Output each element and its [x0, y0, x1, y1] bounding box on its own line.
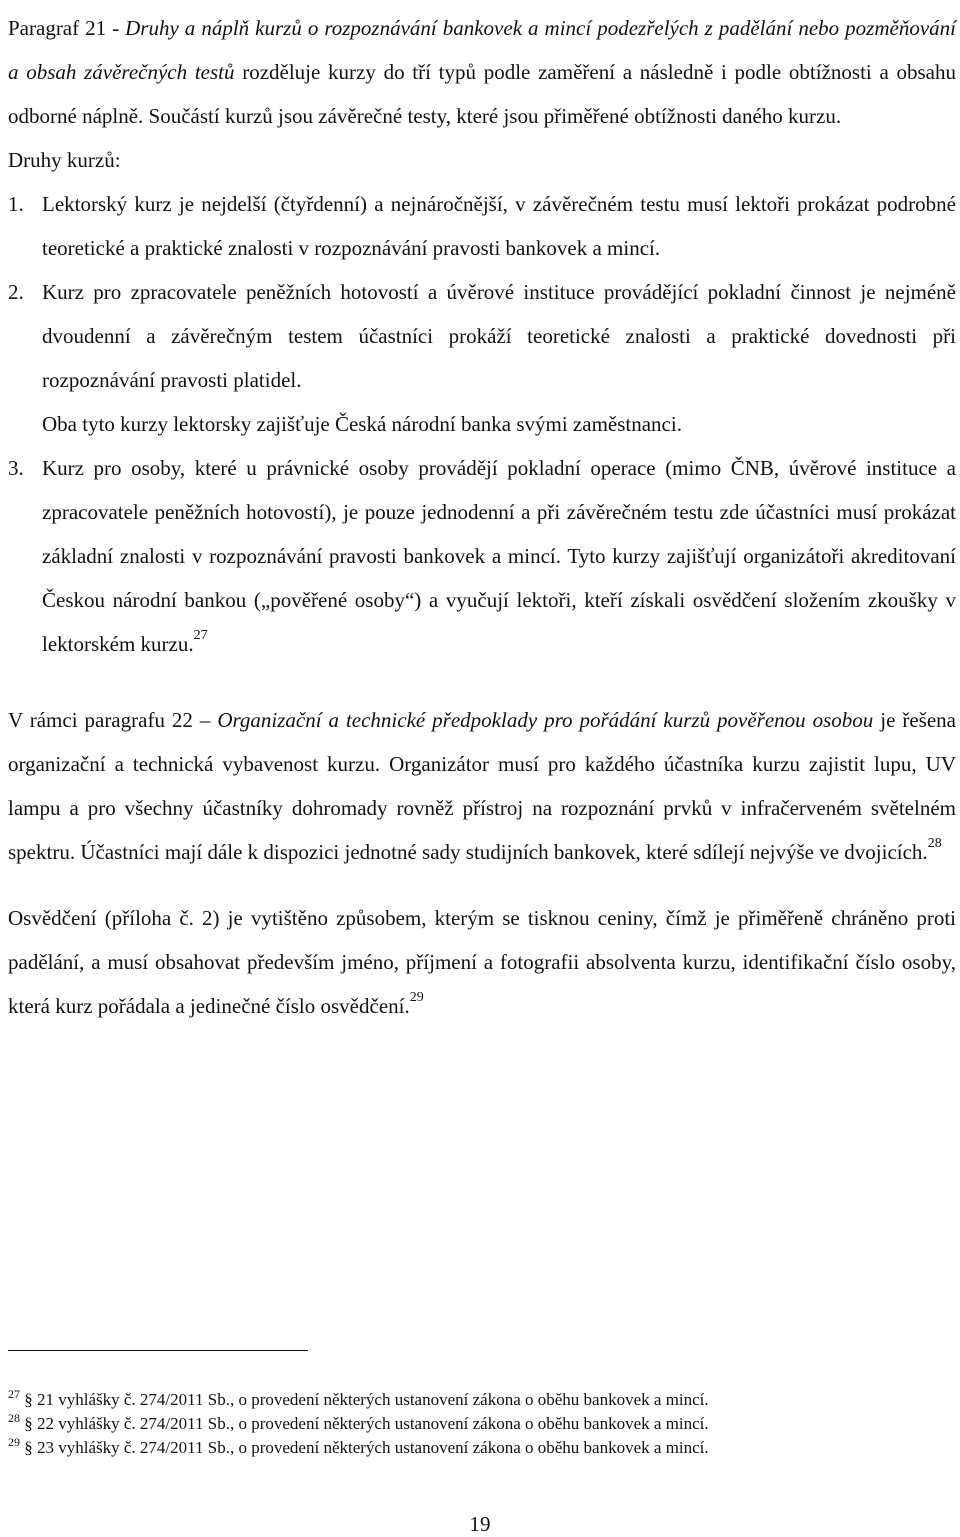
footnote-29 — [8, 1436, 948, 1460]
course-number: 3. — [8, 456, 24, 480]
footnote-text: § 22 vyhlášky č. 274/2011 Sb., o provedení některých ustanovení zákona o oběhu bankovek a mincí. — [24, 1414, 709, 1433]
course-number: 1. — [8, 192, 24, 216]
certificate-text: Osvědčení (příloha č. 2) je vytištěno způsobem, kterým se tisknou ceniny, čímž je přiměřeně chráněno proti padělání, a musí obsahovat především jméno, příjmení a fotografii absolventa kurzu, identifikační číslo osoby, která kurz pořádala a jedinečné číslo osvědčení. — [8, 906, 956, 1018]
course-text: Kurz pro zpracovatele peněžních hotovostí a úvěrové instituce provádějící pokladní činnost je nejméně dvoudenní a závěrečným testem účastníci prokáží teoretické znalosti a praktické dovednosti při rozpoznávání pravosti platidel. — [42, 280, 956, 392]
course-item-1 — [8, 182, 956, 270]
footnote-number: 27 — [8, 1387, 20, 1401]
footnote-ref[interactable]: 27 — [193, 628, 208, 643]
footnote-28 — [8, 1412, 948, 1436]
paragraph-21-title: Druhy a náplň kurzů o rozpoznávání bankovek a mincí podezřelých z padělání nebo pozměňování a obsah závěrečných testů — [8, 16, 956, 84]
para22-text-start: V rámci paragrafu 22 – — [8, 708, 218, 732]
courses-heading: Druhy kurzů: — [8, 148, 121, 172]
certificate-paragraph — [8, 896, 956, 1028]
course-number: 2. — [8, 280, 24, 304]
page-number: 19 — [469, 1512, 491, 1536]
course-note: Oba tyto kurzy lektorsky zajišťuje Česká národní banka svými zaměstnanci. — [42, 412, 682, 436]
footnote-ref[interactable]: 29 — [409, 990, 424, 1005]
footnote-separator — [8, 1350, 308, 1351]
footnote-number: 28 — [8, 1411, 20, 1425]
para22-text-end: je řešena organizační a technická vybavenost kurzu. Organizátor musí pro každého účastníka kurzu zajistit lupu, UV lampu a pro všechny účastníky dohromady rovněž přístroj na rozpoznání prvků v infračerveném světelném spektru. Účastníci mají dále k dispozici jednotné sady studijních bankovek, které sdílejí nejvýše ve dvojicích. — [8, 708, 956, 864]
course-item-3 — [8, 446, 956, 666]
intro-text-end: rozděluje kurzy do tří typů podle zaměření a následně i podle obtížnosti a obsahu odborné náplně. Součástí kurzů jsou závěrečné testy, které jsou přiměřené obtížnosti daného kurzu. — [8, 60, 956, 128]
footnote-text: § 23 vyhlášky č. 274/2011 Sb., o provedení některých ustanovení zákona o oběhu bankovek a mincí. — [24, 1438, 709, 1457]
paragraph-22 — [8, 698, 956, 874]
intro-paragraph — [8, 6, 956, 138]
footnote-ref[interactable]: 28 — [927, 836, 942, 851]
footnote-27 — [8, 1388, 948, 1412]
footnote-text: § 21 vyhlášky č. 274/2011 Sb., o provedení některých ustanovení zákona o oběhu bankovek a mincí. — [24, 1390, 709, 1409]
intro-text-start: Paragraf 21 - — [8, 16, 126, 40]
course-text: Lektorský kurz je nejdelší (čtyřdenní) a nejnáročnější, v závěrečném testu musí lektoři prokázat podrobné teoretické a praktické znalosti v rozpoznávání pravosti bankovek a mincí. — [42, 192, 956, 260]
document-page — [8, 0, 956, 1028]
course-text: Kurz pro osoby, které u právnické osoby provádějí pokladní operace (mimo ČNB, úvěrové instituce a zpracovatele peněžních hotovostí), je pouze jednodenní a při závěrečném testu zde účastníci musí prokázat základní znalosti v rozpoznávání pravosti bankovek a mincí. Tyto kurzy zajišťují organizátoři akreditovaní Českou národní bankou („pověřené osoby“) a vyučují lektoři, kteří získali osvědčení složením zkoušky v lektorském kurzu. — [42, 456, 956, 656]
footnote-number: 29 — [8, 1435, 20, 1449]
paragraph-22-title: Organizační a technické předpoklady pro pořádání kurzů pověřenou osobou — [217, 708, 874, 732]
course-item-2 — [8, 270, 956, 446]
footnotes — [8, 1388, 948, 1460]
